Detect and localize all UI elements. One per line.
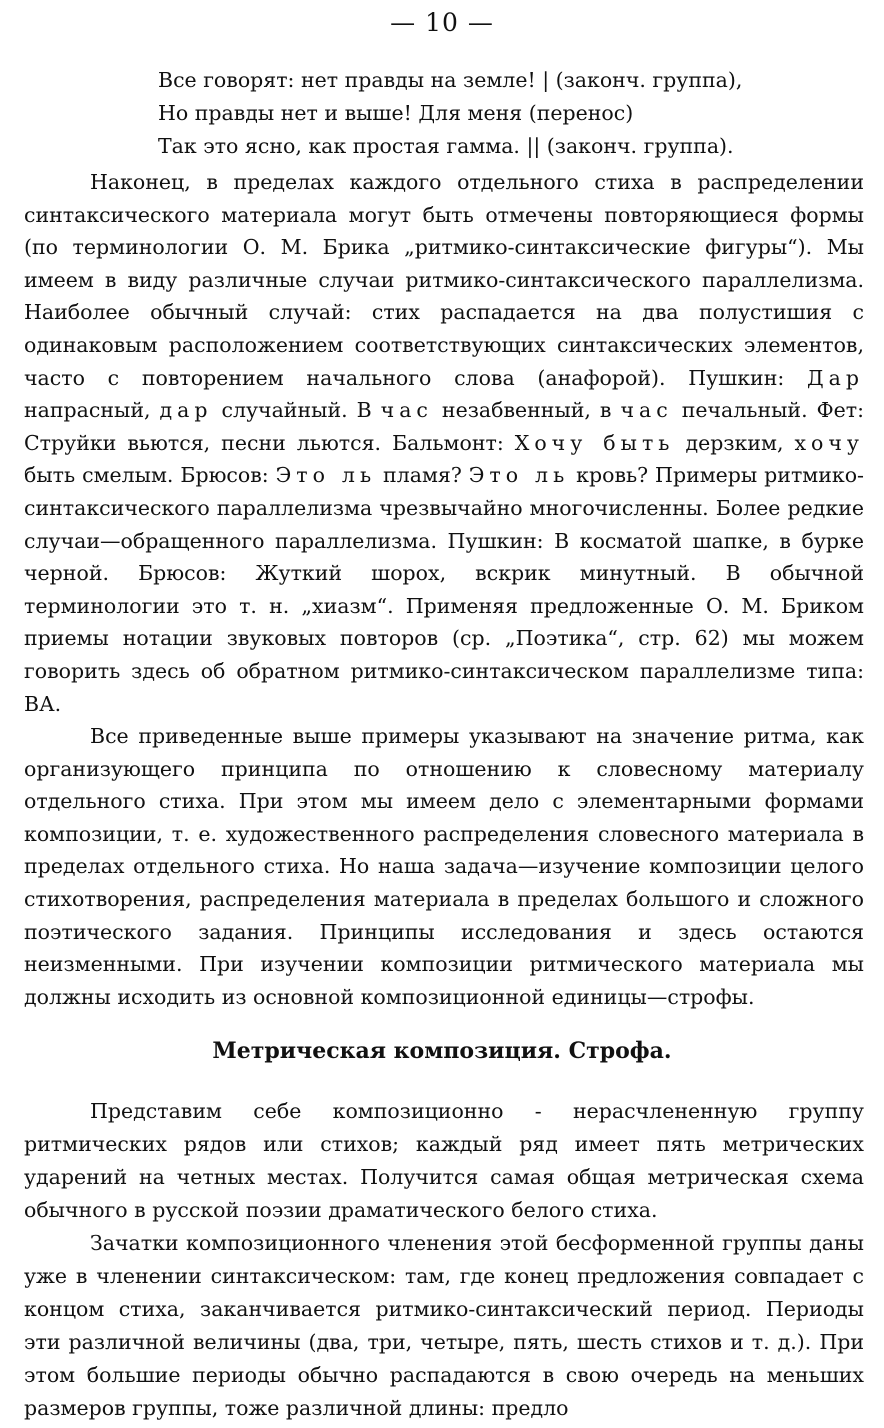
- paragraph-metric-scheme: Представим себе композиционно - нерасчлененную группу ритмических рядов или стихов; каждый ряд имеет пять метрических ударений на четных местах. Получится самая общая метрическая схема обычного в русской поэзии драматического белого стиха.: [24, 1099, 864, 1222]
- paragraph-parallelism: Наконец, в пределах каждого отдельного стиха в распределении синтаксического материала могут быть отмечены повторяющиеся формы (по терминологии О. М. Брика „ритмико-синтаксические фигуры“). Мы имеем в виду различные случаи ритмико-синтаксического параллелизма. Наиболее обычный случай: стих распадается на два полустишия с одинаковым расположением соответствующих синтаксических элементов, часто с повторением начального слова (анафорой). Пушкин: Дар напрасный, дар случайный. В час незабвенный, в час печальный. Фет: Струйки вьются, песни льются. Бальмонт: Хочу быть дерзким, хочу быть смелым. Брюсов: Это ль пламя? Это ль кровь? Примеры ритмико-синтаксического параллелизма чрезвычайно многочисленны. Более редкие случаи—обращенного параллелизма. Пушкин: В косматой шапке, в бурке черной. Брюсов: Жуткий шорох, вскрик минутный. В обычной терминологии это т. н. „хиазм“. Применяя предложенные О. М. Бриком приемы нотации звуковых повторов (ср. „Поэтика“, стр. 62) мы можем говорить здесь об обратном ритмико-синтаксическом параллелизме типа: ВА.: [24, 170, 864, 716]
- paragraph-composition: Зачатки композиционного членения этой бесформенной группы даны уже в членении синтаксическом: там, где конец предложения совпадает с концом стиха, заканчивается ритмико-синтаксический период. Периоды эти различной величины (два, три, четыре, пять, шесть стихов и т. д.). При этом большие периоды обычно распадаются в свою очередь на меньших размеров группы, тоже различной длины: предло: [24, 1231, 864, 1420]
- section-heading: Метрическая композиция. Строфа.: [212, 1038, 672, 1064]
- verse-line: Все говорят: нет правды на земле! | (законч. группа),: [158, 68, 743, 92]
- paragraph-rhythm: Все приведенные выше примеры указывают на значение ритма, как организующего принципа по отношению к словесному материалу отдельного стиха. При этом мы имеем дело с элементарными формами композиции, т. е. художественного распределения словесного материала в пределах отдельного стиха. Но наша задача—изучение композиции целого стихотворения, распределения материала в пределах большого и сложного поэтического задания. Принципы исследования и здесь остаются неизменными. При изучении композиции ритмического материала мы должны исходить из основной композиционной единицы—строфы.: [24, 724, 864, 1009]
- verse-line: Но правды нет и выше! Для меня (перенос): [158, 101, 634, 125]
- verse-line: Так это ясно, как простая гамма. || (законч. группа).: [158, 134, 734, 158]
- page-number: — 10 —: [390, 8, 494, 37]
- verse-quote: [158, 64, 742, 163]
- text-block-lower: [24, 1095, 864, 1425]
- text-block-upper: [24, 166, 864, 1013]
